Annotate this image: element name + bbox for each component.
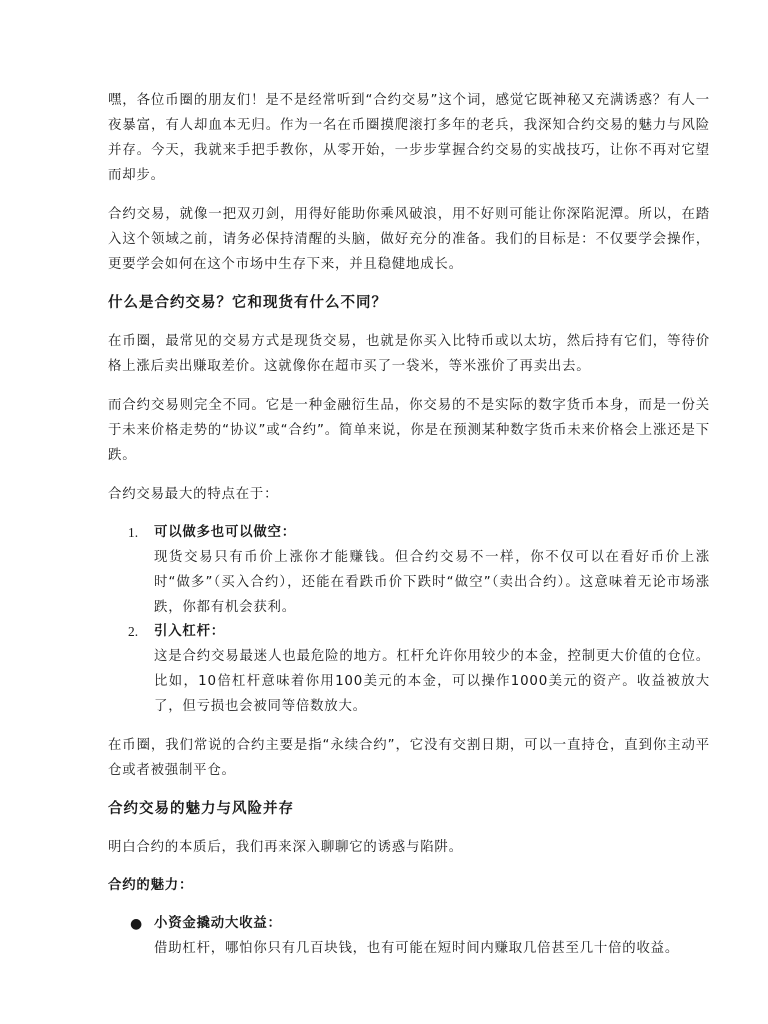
feature-title: 引入杠杆： [154,624,225,639]
list-item [108,521,710,620]
section-heading-charm-and-risk: 合约交易的魅力与风险并存 [108,801,294,817]
charm-label: 合约的魅力： [108,878,194,893]
intro-paragraph-2: 合约交易，就像一把双刃剑，用得好能助你乘风破浪，用不好则可能让你深陷泥潭。所以，在踏入这个领域之前，请务必保持清醒的头脑，做好充分的准备。我们的目标是：不仅要学会操作，更要学会如何在这个市场中生存下来，并且稳健地成长。 [108,207,710,272]
feature-body: 现货交易只有币价上涨你才能赚钱。但合约交易不一样，你不仅可以在看好币价上涨时“做多”（买入合约），还能在看跌币价下跌时“做空”（卖出合约）。这意味着无论市场涨跌，你都有机会获利。 [154,550,710,615]
list-item [108,620,710,719]
list-number: 1. [128,525,139,540]
list-number: 2. [128,624,139,639]
spot-trading-paragraph: 在币圈，最常见的交易方式是现货交易，也就是你买入比特币或以太坊，然后持有它们，等待价格上涨后卖出赚取差价。这就像你在超市买了一袋米，等米涨价了再卖出去。 [108,334,710,374]
bullet-body: 借助杠杆，哪怕你只有几百块钱，也有可能在短时间内赚取几倍甚至几十倍的收益。 [154,941,680,956]
features-intro: 合约交易最大的特点在于： [108,487,279,502]
perpetual-contract-paragraph: 在币圈，我们常说的合约主要是指“永续合约”，它没有交割日期，可以一直持仓，直到你主动平仓或者被强制平仓。 [108,738,710,778]
charm-bullet-list [108,912,710,961]
section2-intro: 明白合约的本质后，我们再来深入聊聊它的诱惑与陷阱。 [108,840,463,855]
contract-trading-paragraph: 而合约交易则完全不同。它是一种金融衍生品，你交易的不是实际的数字货币本身，而是一份关于未来价格走势的“协议”或“合约”。简单来说，你是在预测某种数字货币未来价格会上涨还是下跌。 [108,398,710,463]
feature-body: 这是合约交易最迷人也最危险的地方。杠杆允许你用较少的本金，控制更大价值的仓位。比如，10倍杠杆意味着你用100美元的本金，可以操作1000美元的资产。收益被放大了，但亏损也会被同等倍数放大。 [154,649,710,714]
feature-list [108,521,710,719]
bullet-title: 小资金撬动大收益： [154,916,282,931]
bullet-icon: ● [130,916,143,932]
feature-title: 可以做多也可以做空： [154,525,296,540]
intro-paragraph-1: 嘿，各位币圈的朋友们！是不是经常听到“合约交易”这个词，感觉它既神秘又充满诱惑？有人一夜暴富，有人却血本无归。作为一名在币圈摸爬滚打多年的老兵，我深知合约交易的魅力与风险并存。今天，我就来手把手教你，从零开始，一步步掌握合约交易的实战技巧，让你不再对它望而却步。 [108,93,710,183]
section-heading-what-is-contract: 什么是合约交易？它和现货有什么不同？ [108,295,387,311]
list-item [108,912,710,961]
